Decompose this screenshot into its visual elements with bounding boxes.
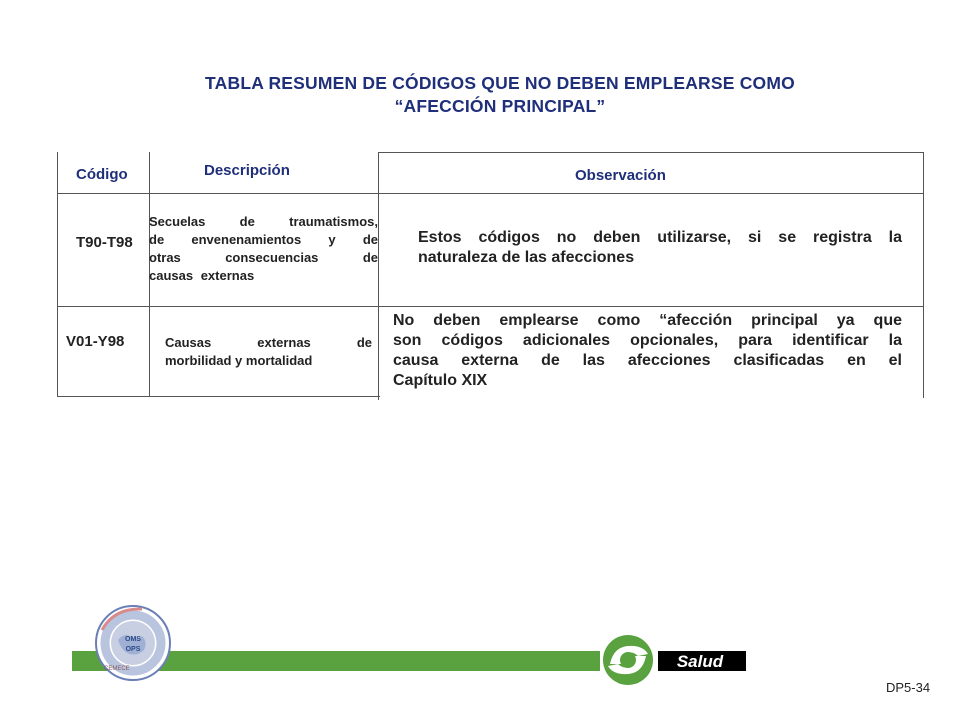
svg-text:Salud: Salud [676, 652, 724, 671]
row-1-desc-line-2: de envenenamientos y de [149, 232, 378, 247]
row-1-obs-line-1: Estos códigos no deben utilizarse, si se registra la [418, 229, 902, 246]
row-1-desc-line-1: Secuelas de traumatismos, [149, 214, 378, 229]
title-line-1: TABLA RESUMEN DE CÓDIGOS QUE NO DEBEN EMPLEARSE COMO [205, 73, 795, 93]
table-left-rule [57, 152, 58, 397]
row-1-desc-line-3: otras consecuencias de [149, 250, 378, 265]
row-2-obs-line-2: son códigos adicionales opcionales, para identificar la [393, 332, 902, 349]
slide-title [130, 72, 870, 118]
row-1-description [149, 213, 378, 285]
row-2-desc-line-1: Causas externas de [165, 335, 372, 350]
table-row-rule [57, 306, 924, 307]
row-2-obs-line-1: No deben emplearse como “afección principal ya que [393, 312, 902, 329]
row-2-desc-line-2: morbilidad y mortalidad [165, 353, 313, 368]
row-2-obs-line-4: Capítulo XIX [393, 372, 488, 389]
row-2-description [165, 334, 372, 370]
salud-brand-icon [600, 634, 750, 686]
header-description: Descripción [204, 162, 290, 179]
title-line-2: “AFECCIÓN PRINCIPAL” [394, 96, 606, 116]
salud-logo [600, 634, 750, 686]
row-1-observation [418, 228, 902, 268]
row-2-obs-line-3: causa externa de las afecciones clasificadas en el [393, 352, 902, 369]
cemece-logo [94, 604, 172, 682]
table-col-rule-2 [378, 152, 379, 400]
row-1-desc-line-4: causas externas [149, 268, 255, 283]
svg-text:OPS: OPS [125, 646, 141, 653]
table-header-rule [57, 193, 924, 194]
table-bottom-rule [57, 396, 380, 397]
row-2-code: V01-Y98 [66, 333, 125, 350]
svg-text:CEMECE: CEMECE [104, 666, 130, 672]
cemece-seal-icon [94, 604, 172, 682]
header-observation: Observación [575, 167, 666, 184]
row-2-observation [393, 311, 902, 391]
table-top-rule [378, 152, 924, 153]
row-1-code: T90-T98 [76, 234, 133, 251]
page-code: DP5-34 [886, 680, 931, 695]
svg-text:OMS: OMS [125, 636, 141, 643]
header-code: Código [76, 166, 128, 183]
table-right-rule [923, 152, 924, 398]
row-1-obs-line-2: naturaleza de las afecciones [418, 249, 635, 266]
